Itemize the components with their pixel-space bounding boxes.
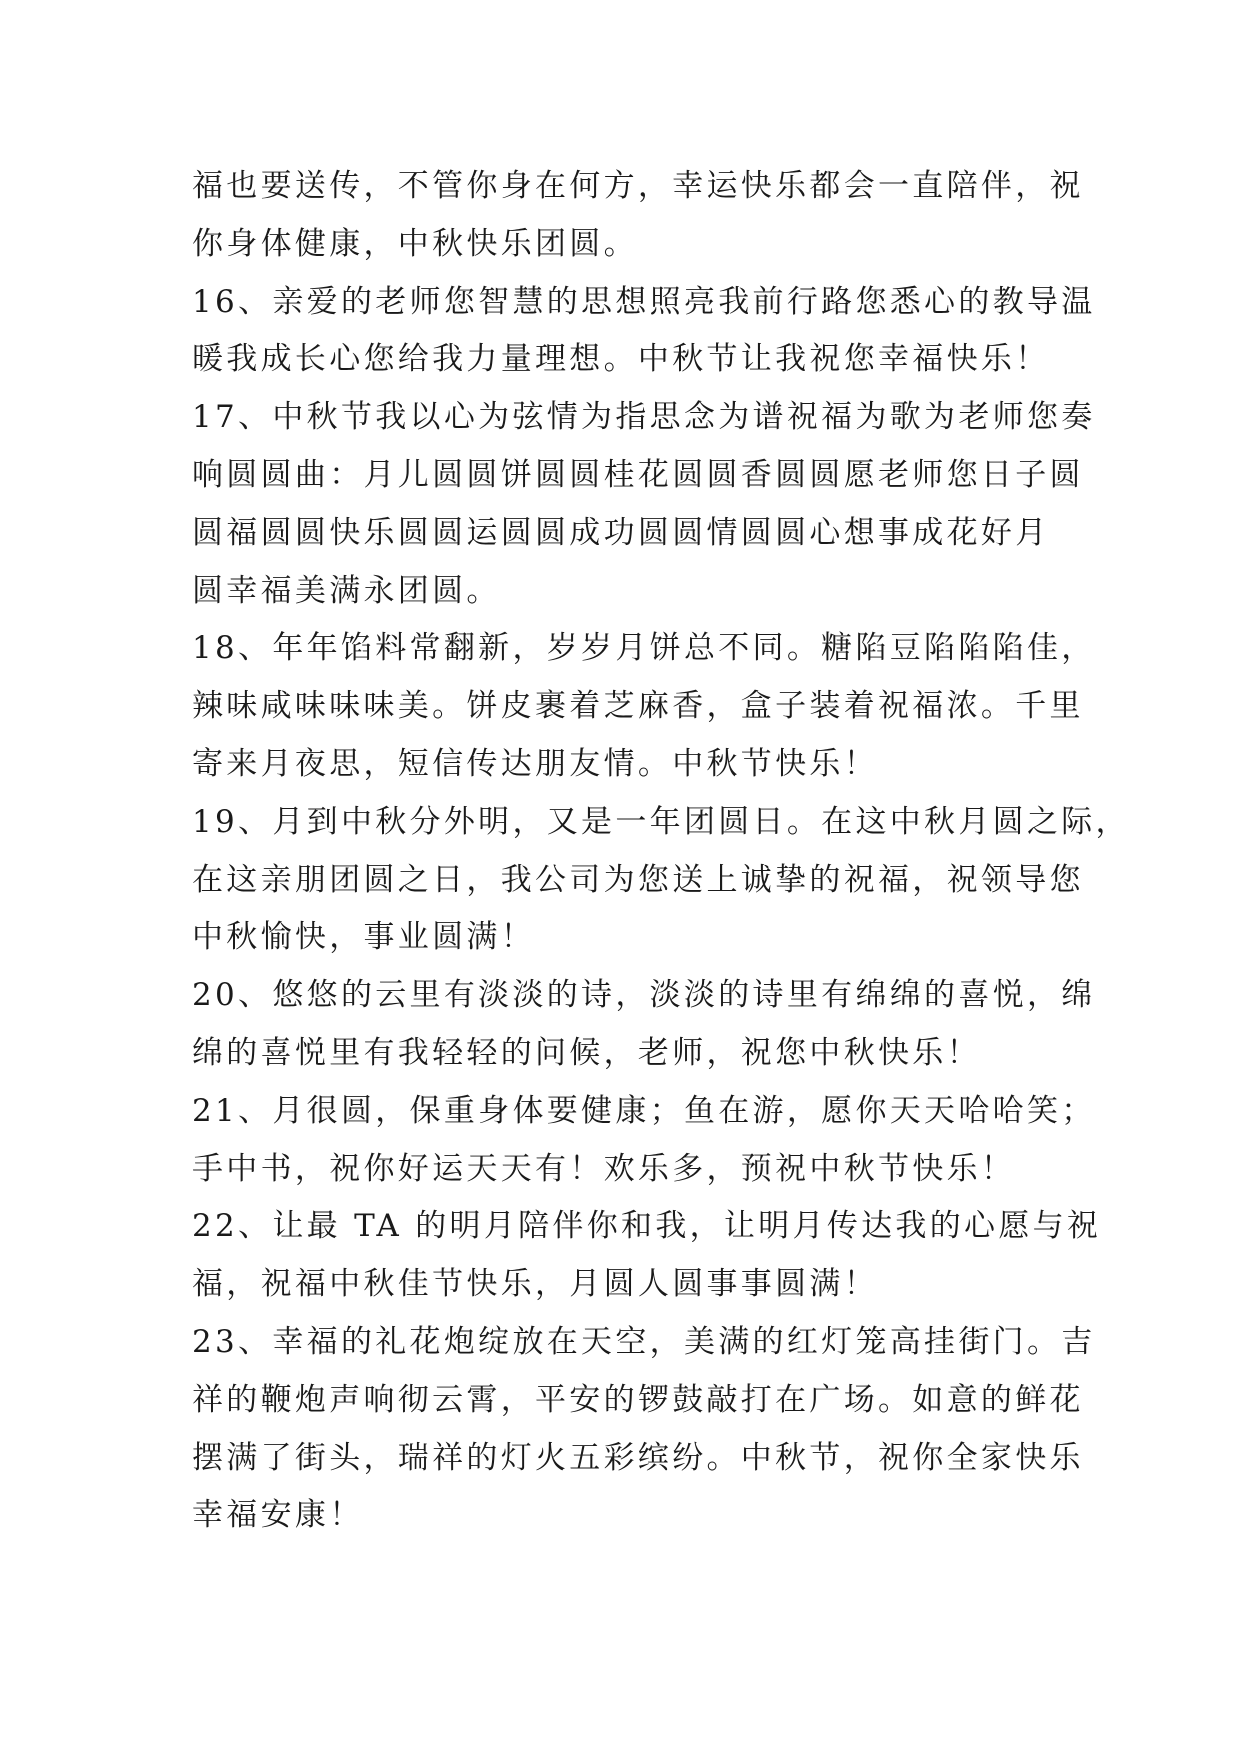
text-line: 摆满了街头，瑞祥的灯火五彩缤纷。中秋节，祝你全家快乐 [192, 1439, 1084, 1476]
text-line: 你身体健康，中秋快乐团圆。 [192, 225, 638, 262]
text-line: 18、年年馅料常翻新，岁岁月饼总不同。糖陷豆陷陷陷佳， [192, 630, 1096, 667]
text-line: 圆幸福美满永团圆。 [192, 572, 501, 609]
text-line: 中秋愉快，事业圆满！ [192, 919, 535, 956]
text-line: 寄来月夜思，短信传达朋友情。中秋节快乐！ [192, 745, 878, 782]
text-line: 手中书，祝你好运天天有！欢乐多，预祝中秋节快乐！ [192, 1150, 1016, 1187]
text-line: 福，祝福中秋佳节快乐，月圆人圆事事圆满！ [192, 1266, 878, 1303]
text-line: 17、中秋节我以心为弦情为指思念为谱祝福为歌为老师您奏 [192, 399, 1096, 436]
text-line: 16、亲爱的老师您智慧的思想照亮我前行路您悉心的教导温 [192, 283, 1096, 320]
text-line: 辣味咸味味味美。饼皮裹着芝麻香，盒子装着祝福浓。千里 [192, 688, 1084, 725]
text-line: 响圆圆曲：月儿圆圆饼圆圆桂花圆圆香圆圆愿老师您日子圆 [192, 456, 1084, 493]
text-line: 祥的鞭炮声响彻云霄，平安的锣鼓敲打在广场。如意的鲜花 [192, 1381, 1084, 1418]
text-line: 幸福安康！ [192, 1497, 364, 1534]
text-line: 23、幸福的礼花炮绽放在天空，美满的红灯笼高挂街门。吉 [192, 1323, 1096, 1360]
text-line: 21、月很圆，保重身体要健康；鱼在游，愿你天天哈哈笑； [192, 1092, 1096, 1129]
text-line: 19、月到中秋分外明，又是一年团圆日。在这中秋月圆之际， [192, 803, 1130, 840]
text-line: 22、让最 TA 的明月陪伴你和我，让明月传达我的心愿与祝 [192, 1208, 1102, 1245]
text-line: 暖我成长心您给我力量理想。中秋节让我祝您幸福快乐！ [192, 341, 1050, 378]
text-line: 在这亲朋团圆之日，我公司为您送上诚挚的祝福，祝领导您 [192, 861, 1084, 898]
text-line: 20、悠悠的云里有淡淡的诗，淡淡的诗里有绵绵的喜悦，绵 [192, 977, 1096, 1014]
document-body [192, 158, 1130, 1545]
text-line: 福也要送传，不管你身在何方，幸运快乐都会一直陪伴，祝 [192, 168, 1084, 204]
text-line: 圆福圆圆快乐圆圆运圆圆成功圆圆情圆圆心想事成花好月 [192, 514, 1050, 551]
text-line: 绵的喜悦里有我轻轻的问候，老师，祝您中秋快乐！ [192, 1034, 981, 1071]
